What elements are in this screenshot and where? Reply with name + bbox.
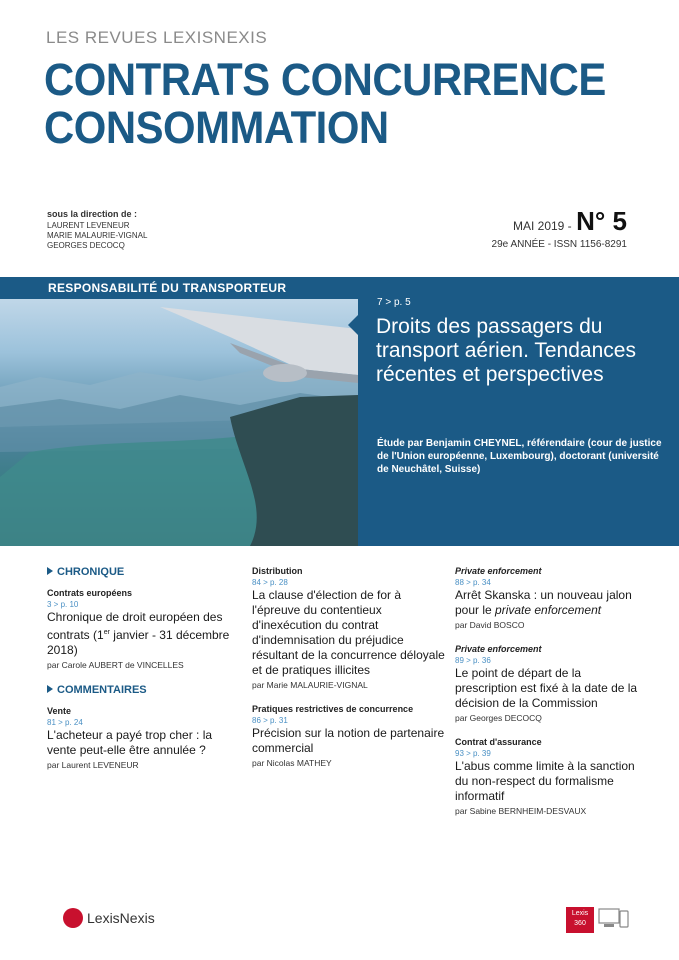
- feature-panel: [358, 277, 679, 546]
- article-rubric: Pratiques restrictives de concurrence: [252, 704, 414, 714]
- director-name: MARIE MALAURIE-VIGNAL: [47, 231, 148, 240]
- article-title[interactable]: [47, 610, 237, 658]
- badge-line: 360: [574, 920, 586, 927]
- series-label: LES REVUES LEXISNEXIS: [46, 28, 268, 47]
- article-title[interactable]: L'abus comme limite à la sanction du non-respect du formalisme informatif: [455, 759, 635, 803]
- director-name: GEORGES DECOCQ: [47, 241, 125, 250]
- cover-feature: [0, 277, 679, 546]
- landscape-illustration: [0, 277, 358, 546]
- devices-icon: [598, 907, 632, 931]
- article-rubric: Private enforcement: [455, 566, 542, 576]
- article-author: par David BOSCO: [455, 620, 525, 630]
- feature-headline[interactable]: Droits des passagers du transport aérien. Tendances récentes et perspectives: [376, 315, 636, 386]
- article-title[interactable]: Le point de départ de la prescription est fixé à la date de la décision de la Commission: [455, 666, 638, 710]
- article-title-italic: private enforcement: [495, 603, 602, 617]
- article-author: par Marie MALAURIE-VIGNAL: [252, 680, 368, 690]
- badge-line: Lexis: [571, 910, 589, 917]
- article-rubric: Vente: [47, 706, 72, 716]
- lexisnexis-logo-icon: [63, 908, 83, 928]
- logo-text: LexisNexis: [87, 910, 155, 926]
- article-ref[interactable]: 84 > p. 28: [252, 578, 288, 587]
- feature-banner: [0, 277, 358, 299]
- article-ref[interactable]: 88 > p. 34: [455, 578, 491, 587]
- direction-label: sous la direction de :: [47, 209, 138, 219]
- triangle-icon: [47, 685, 53, 693]
- feature-byline: Étude par Benjamin CHEYNEL, référendaire (cour de justice de l'Union européenne, Luxembourg), doctorant (université de Neuchâtel, Suisse): [377, 438, 662, 475]
- airplane-wing-photo: [0, 277, 358, 546]
- article-author: par Carole AUBERT de VINCELLES: [47, 660, 184, 670]
- column-3: [455, 566, 645, 816]
- feature-ref: 7 > p. 5: [377, 297, 411, 308]
- issue-number: N° 5: [576, 206, 627, 236]
- section-chronique: [47, 566, 237, 578]
- journal-title-line1: CONTRATS CONCURRENCE: [44, 54, 606, 105]
- article-ref[interactable]: 81 > p. 24: [47, 718, 83, 727]
- journal-title: [44, 56, 606, 152]
- lexisnexis-logo[interactable]: [63, 908, 163, 928]
- issue-date: MAI 2019 -: [512, 219, 572, 233]
- column-2: [252, 566, 447, 768]
- feature-banner-text: RESPONSABILITÉ DU TRANSPORTEUR: [48, 281, 287, 295]
- article-rubric: Private enforcement: [455, 644, 542, 654]
- issue-subline: 29e ANNÉE - ISSN 1156-8291: [491, 239, 627, 250]
- superscript: er: [103, 629, 110, 636]
- article-rubric: Contrats européens: [47, 588, 133, 598]
- column-1: [47, 566, 237, 770]
- lexis360-badge[interactable]: [566, 907, 594, 933]
- article-ref[interactable]: 89 > p. 36: [455, 656, 491, 665]
- article-title-text: janvier - 31 décembre 2018): [47, 628, 230, 657]
- article-ref[interactable]: 86 > p. 31: [252, 716, 288, 725]
- article-title-text: Chronique de droit européen des contrats (1: [47, 610, 223, 642]
- section-commentaires: [47, 684, 237, 696]
- section-label: COMMENTAIRES: [57, 684, 147, 696]
- journal-title-line2: CONSOMMATION: [44, 102, 389, 153]
- article-title[interactable]: La clause d'élection de for à l'épreuve du contentieux d'inexécution du contrat d'indemnisation du préjudice résultant de la concurrence déloyale et de pratiques illicites: [252, 588, 445, 677]
- section-label: CHRONIQUE: [57, 566, 125, 578]
- article-title[interactable]: L'acheteur a payé trop cher : la vente peut-elle être annulée ?: [47, 728, 213, 757]
- article-title[interactable]: [455, 588, 645, 618]
- article-author: par Georges DECOCQ: [455, 713, 542, 723]
- article-title-text: Arrêt Skanska : un nouveau jalon pour le: [455, 588, 632, 617]
- editorial-direction: [47, 209, 147, 251]
- director-name: LAURENT LEVENEUR: [47, 221, 130, 230]
- article-title[interactable]: Précision sur la notion de partenaire commercial: [252, 726, 445, 755]
- article-rubric: Distribution: [252, 566, 303, 576]
- article-rubric: Contrat d'assurance: [455, 737, 542, 747]
- issue-info: [492, 206, 627, 250]
- panel-notch: [348, 315, 358, 335]
- article-author: par Nicolas MATHEY: [252, 758, 332, 768]
- triangle-icon: [47, 567, 53, 575]
- article-ref[interactable]: 93 > p. 39: [455, 749, 491, 758]
- article-author: par Laurent LEVENEUR: [47, 760, 139, 770]
- article-ref[interactable]: 3 > p. 10: [47, 600, 79, 609]
- article-author: par Sabine BERNHEIM-DESVAUX: [455, 806, 587, 816]
